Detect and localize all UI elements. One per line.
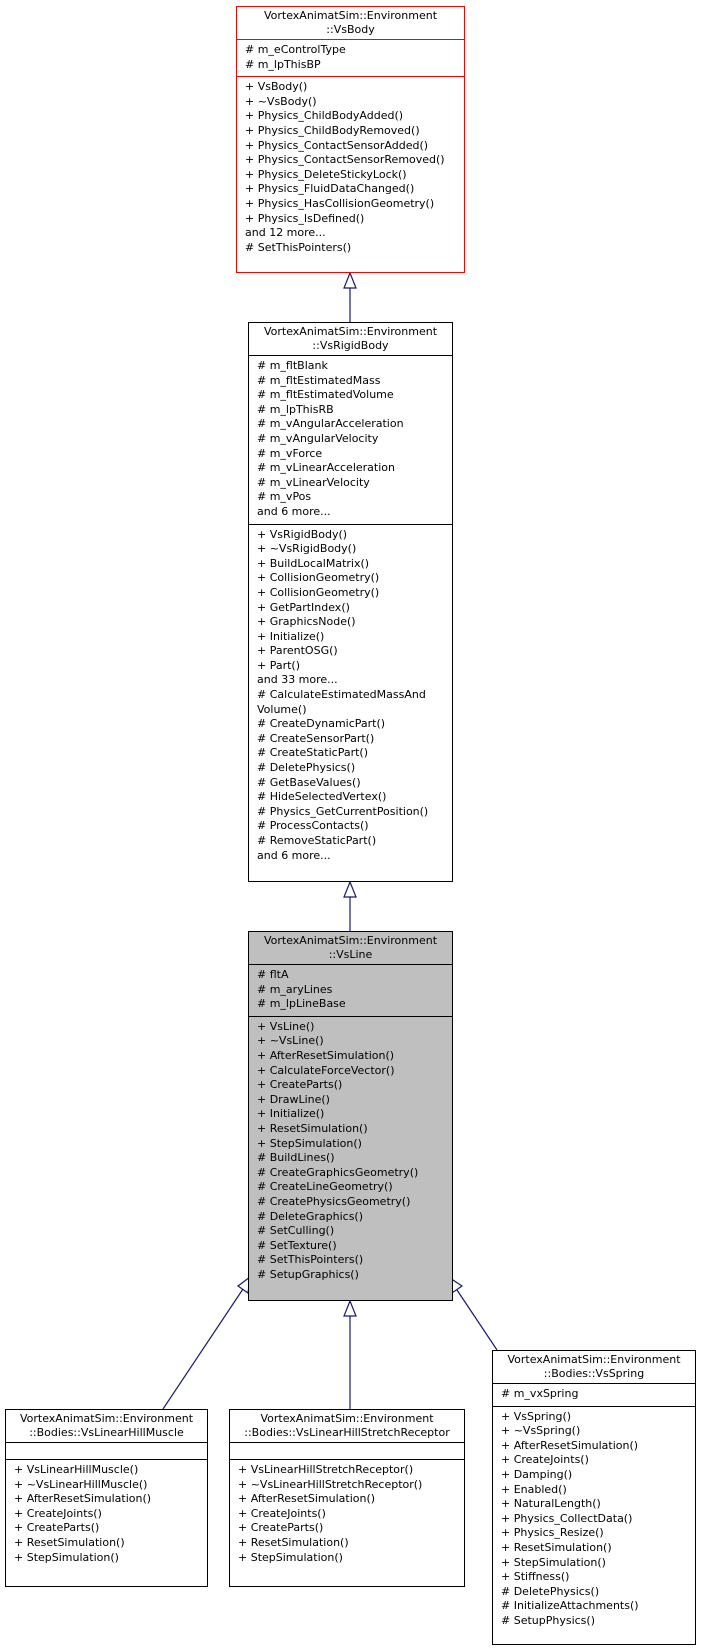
arrowhead-body	[344, 273, 356, 288]
methods-vsspring: + VsSpring() + ~VsSpring() + AfterResetSimulation() + CreateJoints() + Damping() + Enabled() + NaturalLength() + Physics_CollectData() + Physics_Resize() + ResetSimulation() + StepSimulation() + Stiffness() # DeletePhysics() # InitializeAttachments() # SetupPhysics()	[493, 1406, 695, 1633]
edge-muscle-to-line	[163, 1289, 243, 1409]
class-title-vsline: VortexAnimatSim::Environment ::VsLine	[263, 934, 438, 961]
class-box-vsspring[interactable]	[492, 1350, 696, 1645]
class-box-vsbody[interactable]	[236, 6, 465, 273]
attributes-vsbody: # m_eControlType # m_lpThisBP	[237, 39, 464, 76]
methods-vslinearhillstretchreceptor: + VsLinearHillStretchReceptor() + ~VsLinearHillStretchReceptor() + AfterResetSimulation() + CreateJoints() + CreateParts() + ResetSimulation() + StepSimulation()	[230, 1459, 464, 1569]
attributes-vsline: # fltA # m_aryLines # m_lpLineBase	[249, 964, 452, 1016]
class-title-vslinearhillmuscle: VortexAnimatSim::Environment ::Bodies::VsLinearHillMuscle	[19, 1412, 194, 1439]
methods-vslinearhillmuscle: + VsLinearHillMuscle() + ~VsLinearHillMuscle() + AfterResetSimulation() + CreateJoints() + CreateParts() + ResetSimulation() + StepSimulation()	[6, 1459, 207, 1569]
attributes-vsspring: # m_vxSpring	[493, 1383, 695, 1406]
class-title-vsrigidbody: VortexAnimatSim::Environment ::VsRigidBody	[263, 325, 438, 352]
attributes-vsrigidbody: # m_fltBlank # m_fltEstimatedMass # m_fltEstimatedVolume # m_lpThisRB # m_vAngularAcceleration # m_vAngularVelocity # m_vForce # m_vLinearAcceleration # m_vLinearVelocity # m_vPos and 6 more...	[249, 355, 452, 524]
class-title-vslinearhillstretchreceptor: VortexAnimatSim::Environment ::Bodies::VsLinearHillStretchReceptor	[244, 1412, 450, 1439]
attributes-vslinearhillstretchreceptor	[230, 1442, 464, 1459]
methods-vsrigidbody: + VsRigidBody() + ~VsRigidBody() + BuildLocalMatrix() + CollisionGeometry() + CollisionGeometry() + GetPartIndex() + GraphicsNode() + Initialize() + ParentOSG() + Part() and 33 more... # CalculateEstimatedMassAnd Volume() # CreateDynamicPart() # CreateSensorPart() # CreateStaticPart() # DeletePhysics() # GetBaseValues() # HideSelectedVertex() # Physics_GetCurrentPosition() # ProcessContacts() # RemoveStaticPart() and 6 more...	[249, 524, 452, 868]
methods-vsbody: + VsBody() + ~VsBody() + Physics_ChildBodyAdded() + Physics_ChildBodyRemoved() + Physics_ContactSensorAdded() + Physics_ContactSensorRemoved() + Physics_DeleteStickyLock() + Physics_FluidDataChanged() + Physics_HasCollisionGeometry() + Physics_IsDefined() and 12 more... # SetThisPointers()	[237, 76, 464, 259]
class-box-vslinearhillstretchreceptor[interactable]	[229, 1409, 465, 1587]
class-box-vsline[interactable]	[248, 931, 453, 1301]
arrowhead-rigidbody	[344, 882, 356, 897]
methods-vsline: + VsLine() + ~VsLine() + AfterResetSimulation() + CalculateForceVector() + CreateParts() + DrawLine() + Initialize() + ResetSimulation() + StepSimulation() # BuildLines() # CreateGraphicsGeometry() # CreateLineGeometry() # CreatePhysicsGeometry() # DeleteGraphics() # SetCulling() # SetTexture() # SetThisPointers() # SetupGraphics()	[249, 1016, 452, 1287]
class-box-vsrigidbody[interactable]	[248, 322, 453, 882]
arrowhead-line-middle	[344, 1301, 356, 1316]
class-box-vslinearhillmuscle[interactable]	[5, 1409, 208, 1587]
class-title-vsbody: VortexAnimatSim::Environment ::VsBody	[263, 9, 438, 36]
class-title-vsspring: VortexAnimatSim::Environment ::Bodies::VsSpring	[507, 1353, 681, 1380]
attributes-vslinearhillmuscle	[6, 1442, 207, 1459]
edge-spring-to-line	[457, 1290, 497, 1350]
